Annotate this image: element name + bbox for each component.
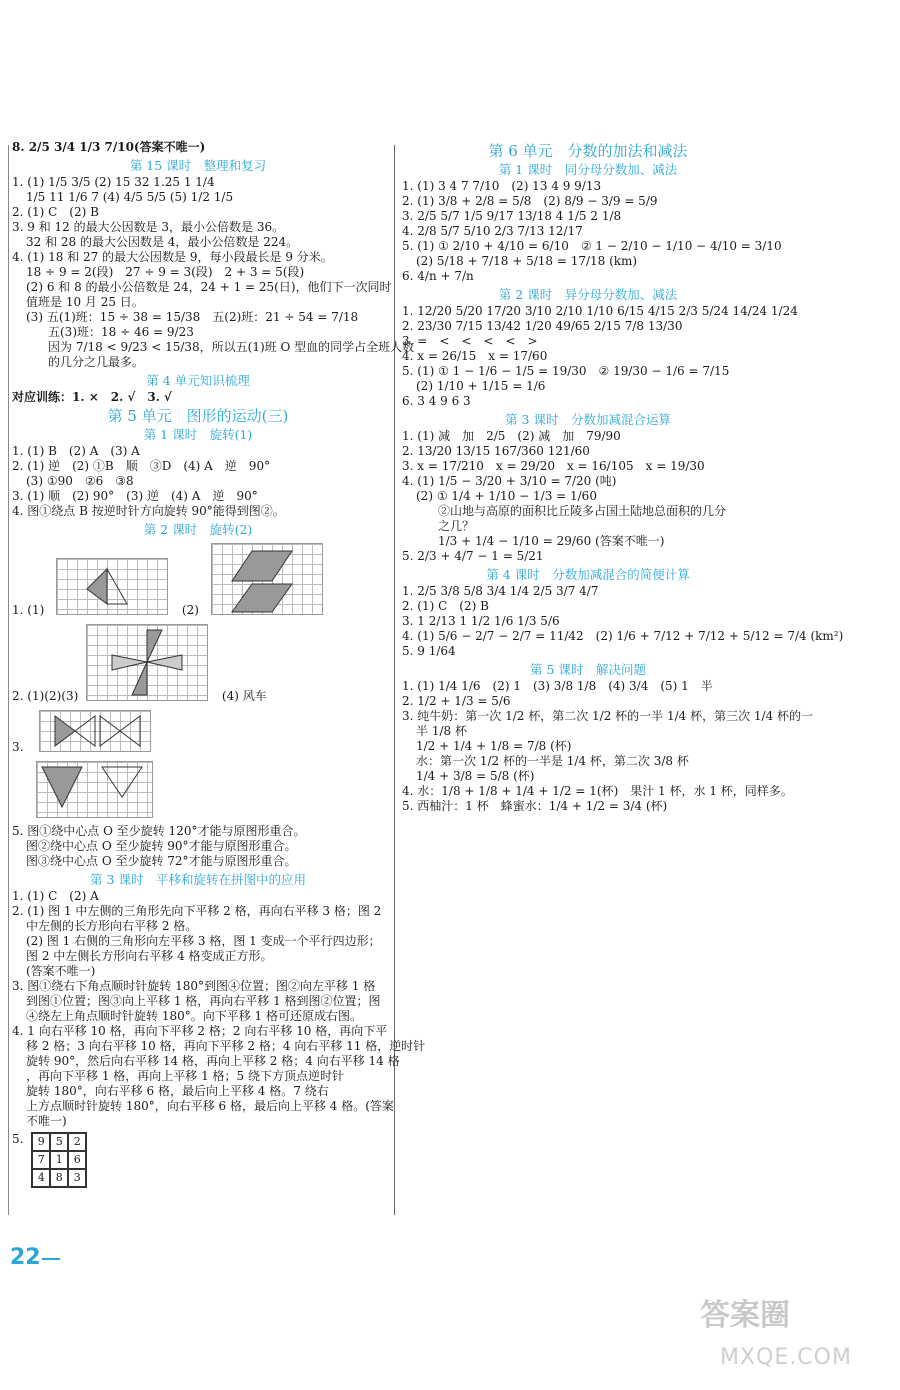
- answer-line: 图②绕中心点 O 至少旋转 90°才能与原图形重合。: [26, 839, 297, 853]
- answer-line: 图③绕中心点 O 至少旋转 72°才能与原图形重合。: [26, 854, 297, 868]
- answer-line: 3. 1 2/13 1 1/2 1/6 1/3 5/6: [402, 614, 560, 628]
- answer-line: 2. (1)(2)(3): [12, 689, 79, 703]
- section-heading: 第 4 单元知识梳理: [146, 373, 250, 388]
- answer-line: 5. 图①绕中心点 O 至少旋转 120°才能与原图形重合。: [12, 824, 306, 838]
- page-number-dash: [42, 1258, 60, 1260]
- answer-line: 2. (1) 图 1 中左侧的三角形先向下平移 2 格，再向右平移 3 格；图 2: [12, 904, 382, 918]
- triangle-grid-figure: [36, 761, 153, 818]
- answer-line: 3. x = 17/210 x = 29/20 x = 16/105 x = 19/30: [402, 459, 705, 473]
- answer-line: 2. (1) 3/8 + 2/8 = 5/8 (2) 8/9 − 3/9 = 5/9: [402, 194, 658, 208]
- answer-line: (2) ① 1/4 + 1/10 − 1/3 = 1/60: [416, 489, 597, 503]
- answer-line: 1/4 + 3/8 = 5/8 (杯): [416, 769, 535, 783]
- answer-line: 3.: [12, 740, 24, 754]
- unit-heading: 第 5 单元 图形的运动(三): [107, 407, 289, 425]
- grid-cell: 4: [32, 1169, 50, 1187]
- answer-line: 1/5 11 1/6 7 (4) 4/5 5/5 (5) 1/2 1/5: [26, 190, 234, 204]
- grid-cell: 5: [50, 1133, 68, 1151]
- answer-line: 1. (1) 减 加 2/5 (2) 减 加 79/90: [402, 429, 621, 443]
- answer-line: 1. (1) 1/4 1/6 (2) 1 (3) 3/8 1/8 (4) 3/4 (5) 1 半: [402, 679, 713, 693]
- answer-line: 对应训练：1. × 2. √ 3. √: [12, 390, 172, 404]
- answer-line: ④绕左上角点顺时针旋转 180°。向下平移 1 格可还原成右图。: [26, 1009, 362, 1023]
- grid-cell: 1: [50, 1151, 68, 1169]
- figure-row-1: [8, 540, 388, 618]
- answer-line: 5. (1) ① 1 − 1/6 − 1/5 = 19/30 ② 19/30 − 1/6 = 7/15: [402, 364, 730, 378]
- rotation-figure-svg: [212, 544, 322, 614]
- grid-cell: 7: [32, 1151, 50, 1169]
- left-column: [8, 140, 426, 1220]
- answer-line: 2. 13/20 13/15 167/360 121/60: [402, 444, 590, 458]
- answer-line: 不唯一): [26, 1114, 67, 1128]
- grid-cell: 2: [68, 1133, 86, 1151]
- section-heading: 第 3 课时 平移和旋转在拼图中的应用: [90, 872, 306, 887]
- answer-line: 4. 1 向右平移 10 格，再向下平移 2 格；2 向右平移 10 格，再向下平: [12, 1024, 388, 1038]
- answer-line: ，再向下平移 1 格，再向上平移 1 格；5 绕下方顶点逆时针: [26, 1069, 344, 1083]
- figure-row-3: [8, 707, 388, 755]
- answer-line: 3. 2/5 5/7 1/5 9/17 13/18 4 1/5 2 1/8: [402, 209, 622, 223]
- answer-line: 32 和 28 的最大公因数是 4，最小公倍数是 224。: [26, 235, 299, 249]
- answer-line: 4. 图①绕点 B 按逆时针方向旋转 90°能得到图②。: [12, 504, 285, 518]
- answer-line: (3) 五(1)班：15 ÷ 38 = 15/38 五(2)班：21 ÷ 54 = 7/18: [26, 310, 359, 324]
- answer-line: (2): [181, 603, 199, 617]
- answer-line: (答案不唯一): [26, 964, 96, 978]
- answer-line: 3. (1) 顺 (2) 90° (3) 逆 (4) A 逆 90°: [12, 489, 258, 503]
- answer-line: 4. x = 26/15 x = 17/60: [402, 349, 548, 363]
- answer-line: (2) 图 1 右侧的三角形向左平移 3 格，图 1 变成一个平行四边形；: [26, 934, 381, 948]
- answer-line: 6. 3 4 9 6 3: [402, 394, 471, 408]
- answer-line: 1/3 + 1/4 − 1/10 = 29/60 (答案不唯一): [438, 534, 665, 548]
- answer-line: 五(3)班：18 ÷ 46 = 9/23: [48, 325, 194, 339]
- answer-line: 6. 4/n + 7/n: [402, 269, 474, 283]
- answer-line: 的几分之几最多。: [48, 355, 145, 369]
- answer-line: 4. (1) 5/6 − 2/7 − 2/7 = 11/42 (2) 1/6 + 7/12 + 7/12 + 5/12 = 7/4 (km²): [402, 629, 844, 643]
- answer-line: 5. 2/3 + 4/7 − 1 = 5/21: [402, 549, 544, 563]
- answer-line: 图 2 中左侧长方形向右平移 4 格变成正方形。: [26, 949, 273, 963]
- answer-line: 8. 2/5 3/4 1/3 7/10(答案不唯一): [12, 140, 206, 154]
- answer-line: 3. 9 和 12 的最大公因数是 3，最小公倍数是 36。: [12, 220, 285, 234]
- answer-line: (3) ①90 ②6 ③8: [26, 474, 134, 488]
- unit-heading: 第 6 单元 分数的加法和减法: [488, 142, 688, 160]
- answer-line: (2) 6 和 8 的最小公倍数是 24，24 + 1 = 25(日)，他们下一次同时: [26, 280, 392, 294]
- number-grid-row: [8, 1132, 388, 1188]
- triangle-figure-svg: [37, 762, 152, 817]
- answer-line: 4. 2/8 5/7 5/10 2/3 7/13 12/17: [402, 224, 583, 238]
- section-heading: 第 1 课时 旋转(1): [143, 427, 253, 442]
- answer-line: 4. (1) 18 和 27 的最大公因数是 9，每小段最长是 9 分米。: [12, 250, 333, 264]
- answer-line: 旋转 180°，向右平移 6 格，最后向上平移 4 格。7 绕右: [26, 1084, 329, 1098]
- rotation-figure-svg: [57, 559, 167, 614]
- section-heading: 第 5 课时 解决问题: [530, 662, 646, 677]
- answer-line: 2. 23/30 7/15 13/42 1/20 49/65 2/15 7/8 13/30: [402, 319, 683, 333]
- figure-row-2: [8, 621, 388, 704]
- section-heading: 第 2 课时 旋转(2): [143, 522, 253, 537]
- answer-line: 到图①位置；图③向上平移 1 格，再向右平移 1 格到图②位置；图: [26, 994, 381, 1008]
- answer-line: 因为 7/18 < 9/23 < 15/38，所以五(1)班 O 型血的同学占全班人数: [48, 340, 415, 354]
- answer-line: 值班是 10 月 25 日。: [26, 295, 144, 309]
- answer-line: 3. 图①绕右下角点顺时针旋转 180°到图④位置；图②向左平移 1 格: [12, 979, 376, 993]
- watermark-logo: 答案圈: [700, 1298, 790, 1333]
- answer-line: 1/2 + 1/4 + 1/8 = 7/8 (杯): [416, 739, 572, 753]
- answer-line: 18 ÷ 9 = 2(段) 27 ÷ 9 = 3(段) 2 + 3 = 5(段): [26, 265, 305, 279]
- windmill-figure-svg: [87, 625, 207, 700]
- rotation-grid-figure: [56, 558, 168, 615]
- answer-line: 1. 12/20 5/20 17/20 3/10 2/10 1/10 6/15 4/15 2/3 5/24 14/24 1/24: [402, 304, 798, 318]
- section-heading: 第 2 课时 异分母分数加、减法: [498, 287, 678, 302]
- answer-line: 5. 西柚汁：1 杯 蜂蜜水：1/4 + 1/2 = 3/4 (杯): [402, 799, 668, 813]
- section-heading: 第 3 课时 分数加减混合运算: [505, 412, 671, 427]
- watermark-site: MXQE.COM: [720, 1345, 852, 1370]
- section-heading: 第 1 课时 同分母分数加、减法: [498, 162, 678, 177]
- answer-line: 4. (1) 1/5 − 3/20 + 3/10 = 7/20 (吨): [402, 474, 617, 488]
- grid-cell: 9: [32, 1133, 50, 1151]
- right-column: [398, 140, 844, 1220]
- answer-line: 旋转 90°，然后向右平移 14 格，再向上平移 2 格；4 向右平移 14 格: [26, 1054, 400, 1068]
- answer-line: 1. (1) C (2) A: [12, 889, 99, 903]
- answer-line: 2. (1) 逆 (2) ①B 顺 ③D (4) A 逆 90°: [12, 459, 271, 473]
- answer-line: 1. (1) 1/5 3/5 (2) 15 32 1.25 1 1/4: [12, 175, 215, 189]
- rotation-grid-figure: [211, 543, 323, 615]
- figure-row-4: [8, 758, 388, 821]
- section-heading: 第 4 课时 分数加减混合的简便计算: [486, 567, 690, 582]
- answer-line: ②山地与高原的面积比丘陵多占国土陆地总面积的几分: [438, 504, 727, 518]
- page-number: 22: [10, 1245, 41, 1270]
- answer-line: 1. 2/5 3/8 5/8 3/4 1/4 2/5 3/7 4/7: [402, 584, 599, 598]
- bowtie-figure-svg: [40, 711, 150, 751]
- grid-cell: 3: [68, 1169, 86, 1187]
- answer-line: 5. 9 1/64: [402, 644, 456, 658]
- answer-line: 5.: [12, 1132, 24, 1146]
- answer-line: 3. 纯牛奶：第一次 1/2 杯，第二次 1/2 杯的一半 1/4 杯，第三次 1/4 杯的一: [402, 709, 814, 723]
- answer-line: 3. = < < < < >: [402, 334, 538, 348]
- grid-cell: 6: [68, 1151, 86, 1169]
- bowtie-grid-figure: [39, 710, 151, 752]
- answer-line: 2. (1) C (2) B: [12, 205, 99, 219]
- section-heading: 第 15 课时 整理和复习: [129, 158, 267, 173]
- answer-line: 移 2 格；3 向右平移 10 格，再向下平移 2 格；4 向右平移 11 格，逆时针: [26, 1039, 426, 1053]
- answer-line: (4) 风车: [221, 689, 267, 703]
- answer-line: 上方点顺时针旋转 180°，向右平移 6 格，最后向上平移 4 格。(答案: [26, 1099, 394, 1113]
- answer-line: (2) 5/18 + 7/18 + 5/18 = 17/18 (km): [416, 254, 638, 268]
- answer-line: 半 1/8 杯: [416, 724, 467, 738]
- answer-line: 之几？: [438, 519, 475, 533]
- windmill-grid-figure: [86, 624, 208, 701]
- answer-line: 水：第一次 1/2 杯的一半是 1/4 杯，第二次 3/8 杯: [416, 754, 689, 768]
- answer-line: 1. (1) 3 4 7 7/10 (2) 13 4 9 9/13: [402, 179, 602, 193]
- answer-line: 中左侧的长方形向右平移 2 格。: [26, 919, 198, 933]
- answer-line: 2. (1) C (2) B: [402, 599, 489, 613]
- number-grid: [31, 1132, 87, 1188]
- answer-line: 2. 1/2 + 1/3 = 5/6: [402, 694, 511, 708]
- grid-cell: 8: [50, 1169, 68, 1187]
- answer-line: 5. (1) ① 2/10 + 4/10 = 6/10 ② 1 − 2/10 − 1/10 − 4/10 = 3/10: [402, 239, 782, 253]
- answer-line: 1. (1) B (2) A (3) A: [12, 444, 140, 458]
- answer-line: (2) 1/10 + 1/15 = 1/6: [416, 379, 546, 393]
- answer-line: 4. 水：1/8 + 1/8 + 1/4 + 1/2 = 1(杯) 果汁 1 杯，水 1 杯，同样多。: [402, 784, 793, 798]
- answer-line: 1. (1): [12, 603, 45, 617]
